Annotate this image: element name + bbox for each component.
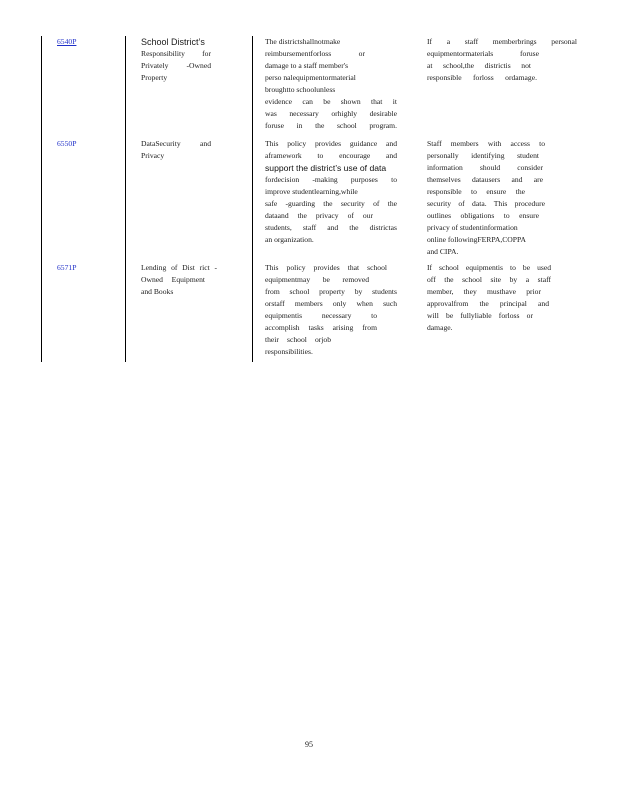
policy-code-link[interactable]: 6540P (57, 37, 77, 46)
policy-description: This policy provides that school equipmentmay be removed from school property by students orstaff members only when such equipmentis necessary to accomplish tasks arising from their school orjob responsibilities. (265, 263, 397, 356)
table-divider-2 (252, 36, 253, 362)
policy-note: Staff members with access to personally identifying student information should consider themselves datausers and are responsible to ensure the security of data. This procedure outlines obligations to ensure privacy of studentinformation online followingFERPA,COPPA and CIPA. (427, 139, 545, 256)
policy-title: DataSecurity and Privacy (141, 139, 211, 160)
policy-description: The districtshallnotmake reimbursementforloss or damage to a staff member's perso nalequipmentormaterial broughtto schoolunless evidence can be shown that it was necessary orhighly desirable foruse in the school program. (265, 37, 397, 130)
policy-table (41, 36, 581, 362)
policy-code-link[interactable]: 6571P (57, 263, 77, 272)
page-number: 95 (305, 740, 313, 749)
table-border-left (41, 36, 42, 362)
policy-title: Lending of Dist rict - Owned Equipment and Books (141, 263, 217, 296)
table-divider-1 (125, 36, 126, 362)
policy-description: This policy provides guidance and aframework to encourage and support the district’s use of data fordecision -making purposes to improve studentlearning,while safe -guarding the security of the dataand the privacy of our students, staff and the districtas an organization. (265, 139, 397, 244)
policy-title: School District’s Responsibility for Privately -Owned Property (141, 37, 211, 82)
policy-note: If school equipmentis to be used off the school site by a staff member, they musthave prior approvalfrom the principal and will be fullyliable forloss or damage. (427, 263, 551, 332)
policy-note: If a staff memberbrings personal equipmentormaterials foruse at school,the districtis not responsible forloss ordamage. (427, 37, 577, 82)
policy-code-link[interactable]: 6550P (57, 139, 77, 148)
